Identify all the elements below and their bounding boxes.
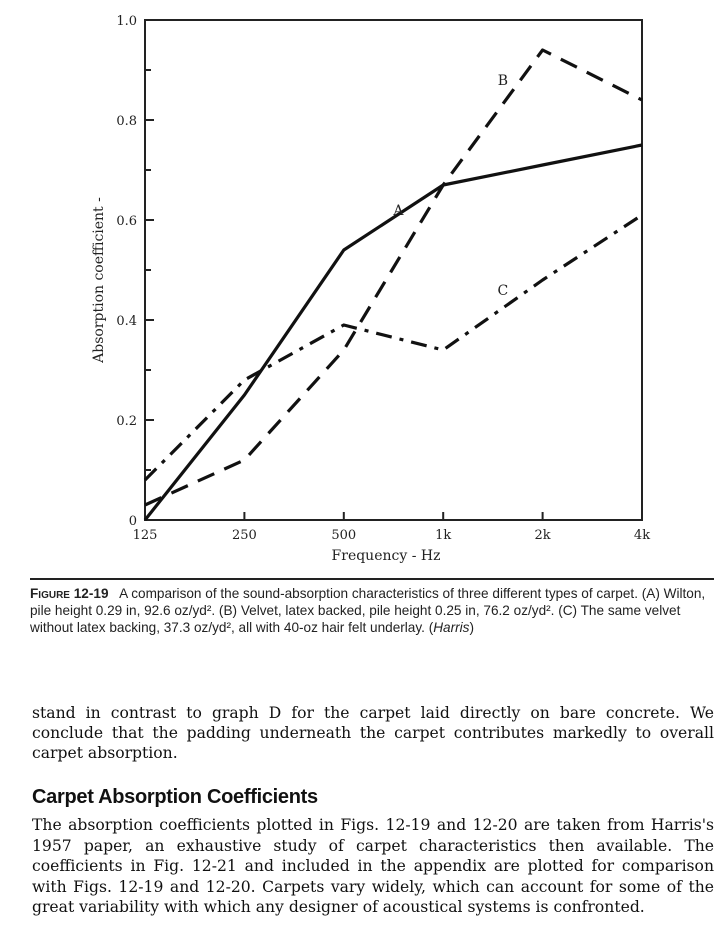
caption-text: A comparison of the sound-absorption characteristics of three different types of carpet. (A) Wilton, pile height 0.29 in, 92.6 oz/yd². (B) Velvet, latex backed, pile height 0.25 in, 76.2 oz/yd². (C) The same velvet without latex backing, 37.3 oz/yd², all with 40-oz hair felt underlay. ( — [30, 586, 706, 635]
series-label-b: B — [497, 73, 508, 89]
y-tick-label: 0.4 — [116, 314, 137, 329]
series-line-c — [145, 215, 642, 480]
x-tick-label: 250 — [231, 528, 257, 543]
body-paragraph: stand in contrast to graph D for the carpet laid directly on bare concrete. We conclude that the padding underneath the carpet contributes markedly to overall carpet absorption. — [32, 704, 714, 762]
series-label-a: A — [393, 203, 404, 219]
figure-caption — [30, 578, 714, 636]
y-tick-label: 0.2 — [116, 414, 137, 429]
series-line-a — [145, 145, 642, 520]
x-tick-label: 4k — [633, 528, 651, 543]
y-axis-title: Absorption coefficient - — [91, 197, 107, 363]
x-axis-title: Frequency - Hz — [331, 548, 441, 564]
series-label-c: C — [497, 283, 509, 299]
y-tick-label: 0.8 — [116, 114, 137, 129]
series-line-b — [145, 50, 642, 505]
caption-source: Harris — [433, 620, 470, 635]
x-tick-label: 500 — [331, 528, 357, 543]
y-tick-label: 0.6 — [116, 214, 137, 229]
x-tick-label: 2k — [534, 528, 551, 543]
section-heading: Carpet Absorption Coefficients — [32, 786, 318, 808]
y-tick-label: 0 — [128, 514, 137, 529]
x-tick-label: 1k — [435, 528, 452, 543]
y-tick-label: 1.0 — [116, 14, 137, 29]
caption-close: ) — [469, 620, 475, 635]
section-paragraph: The absorption coefficients plotted in Figs. 12-19 and 12-20 are taken from Harris's 1957 paper, an exhaustive study of carpet characteristics then available. The coefficients in Fig. 12-21 and included in the appendix are plotted for comparison with Figs. 12-19 and 12-20. Carpets vary widely, which can account for some of the great variability with which any designer of acoustical systems is confronted. — [32, 816, 714, 916]
x-tick-label: 125 — [132, 528, 158, 543]
figure-label: Figure 12-19 — [30, 586, 109, 601]
